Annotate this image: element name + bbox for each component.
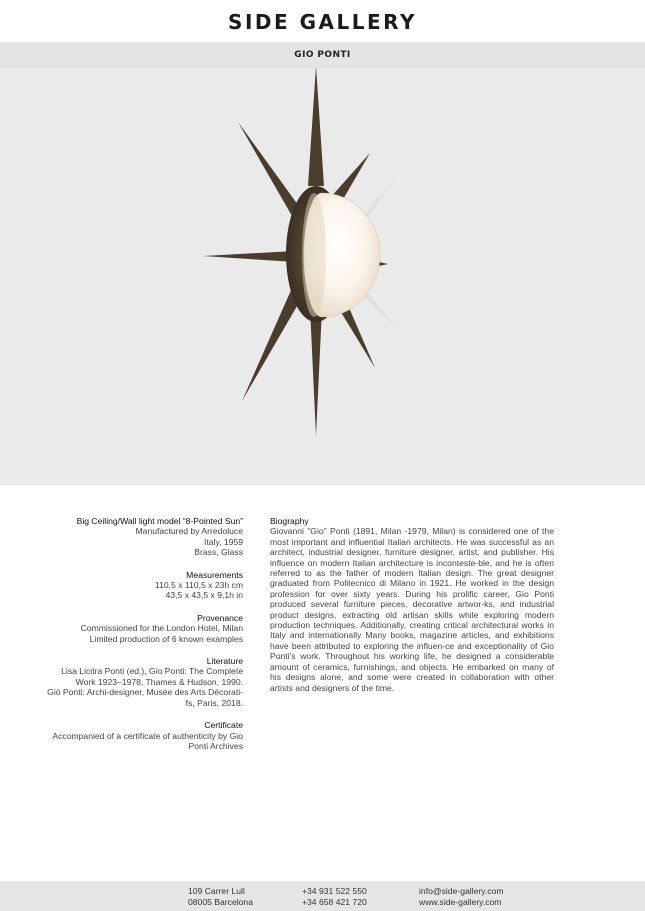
info-line: Ponti Archives: [188, 740, 243, 751]
spike-lower-left: [242, 288, 304, 401]
artist-name-bar: [0, 42, 645, 68]
info-line: Lisa Licitra Ponti (ed.), Gio Ponti: The Complete: [61, 666, 243, 677]
spike-top: [308, 68, 324, 186]
footer-address: [188, 886, 253, 908]
info-line: 110,5 x 110,5 x 23h cm: [154, 580, 243, 591]
info-section-certificate: [18, 720, 243, 751]
address-city: 08005 Barcelona: [188, 897, 253, 907]
section-heading: Certificate: [204, 720, 243, 731]
artist-name: GIO PONTI: [294, 50, 351, 60]
info-line: Accompanied of a certificate of authenticity by Gio: [52, 730, 243, 741]
info-line: fs, Paris, 2018.: [185, 697, 243, 708]
footer-phones: [302, 886, 367, 908]
phone-link[interactable]: +34 658 421 720: [302, 897, 367, 907]
section-heading: Literature: [206, 656, 243, 667]
spike-left: [203, 251, 295, 262]
info-line: Commissioned for the London Hotel, Milan: [80, 623, 243, 634]
info-line: Giò Ponti: Archi-designer, Musée des Arts Décorati-: [47, 687, 243, 698]
website-link[interactable]: www.side-gallery.com: [419, 897, 502, 907]
section-heading: Provenance: [197, 612, 243, 623]
biography-column: [270, 516, 554, 693]
info-line: 43,5 x 43,5 x 9,1h in: [165, 590, 243, 601]
info-section-title: [18, 516, 243, 558]
info-section-literature: [18, 656, 243, 708]
sunburst-wall-light-photo: [0, 68, 645, 485]
info-line: Brass, Glass: [194, 547, 243, 558]
info-section-provenance: [18, 613, 243, 644]
spike-bottom: [310, 308, 322, 436]
gallery-logo-text: SIDE GALLERY: [228, 10, 417, 34]
contact-footer: [0, 881, 645, 911]
product-info-column: [18, 516, 243, 763]
info-line: Italy, 1959: [203, 536, 243, 547]
info-line: Limited production of 6 known examples: [89, 633, 243, 644]
email-link[interactable]: info@side-gallery.com: [419, 886, 504, 896]
phone-link[interactable]: +34 931 522 550: [302, 886, 367, 896]
biography-heading: Biography: [270, 516, 309, 526]
gallery-brand-header: [0, 0, 645, 42]
info-section-measurements: [18, 570, 243, 601]
info-line: Work 1923–1978, Thames & Hudson, 1990.: [75, 676, 243, 687]
section-heading: Measurements: [186, 569, 243, 580]
info-line: Manufactured by Arredoluce: [135, 526, 243, 537]
biography-text: Giovanni "Gio" Ponti (1891, Milan -1979, Milan) is considered one of the most important and influential Italian architects. He was successful as an architect, industrial designer, furniture designer, artist, and publisher. His influence on modern Italian architecture is inconteste-ble, and he is often referred to as the father of modern Italian design. The great designer graduated from Politecnico di Milano in 1921. He worked in the design profession for over sixty years. During his prolific career, Gio Ponti produced several furniture pieces, decorative artwor-ks, and industrial product designs, extracting old artisan skills while exploring modern production techniques. Additionally, creating critical architectural works in Italy and internationally Many books, magazine articles, and exhibitions have been attributed to exploring the influen-ce and exceptionality of Gio Ponti's work. Throughout his working life, he designed a considerable amount of ceramics, furnishings, and objects. He embarked on many of his designs alone, and some were created in collaboration with other artists and designers of the time.: [270, 526, 554, 693]
footer-web: [419, 886, 504, 908]
product-photo: [0, 68, 645, 485]
product-title: Big Ceiling/Wall light model “8-Pointed Sun”: [76, 516, 243, 526]
address-street: 109 Carrer Lull: [188, 886, 245, 896]
